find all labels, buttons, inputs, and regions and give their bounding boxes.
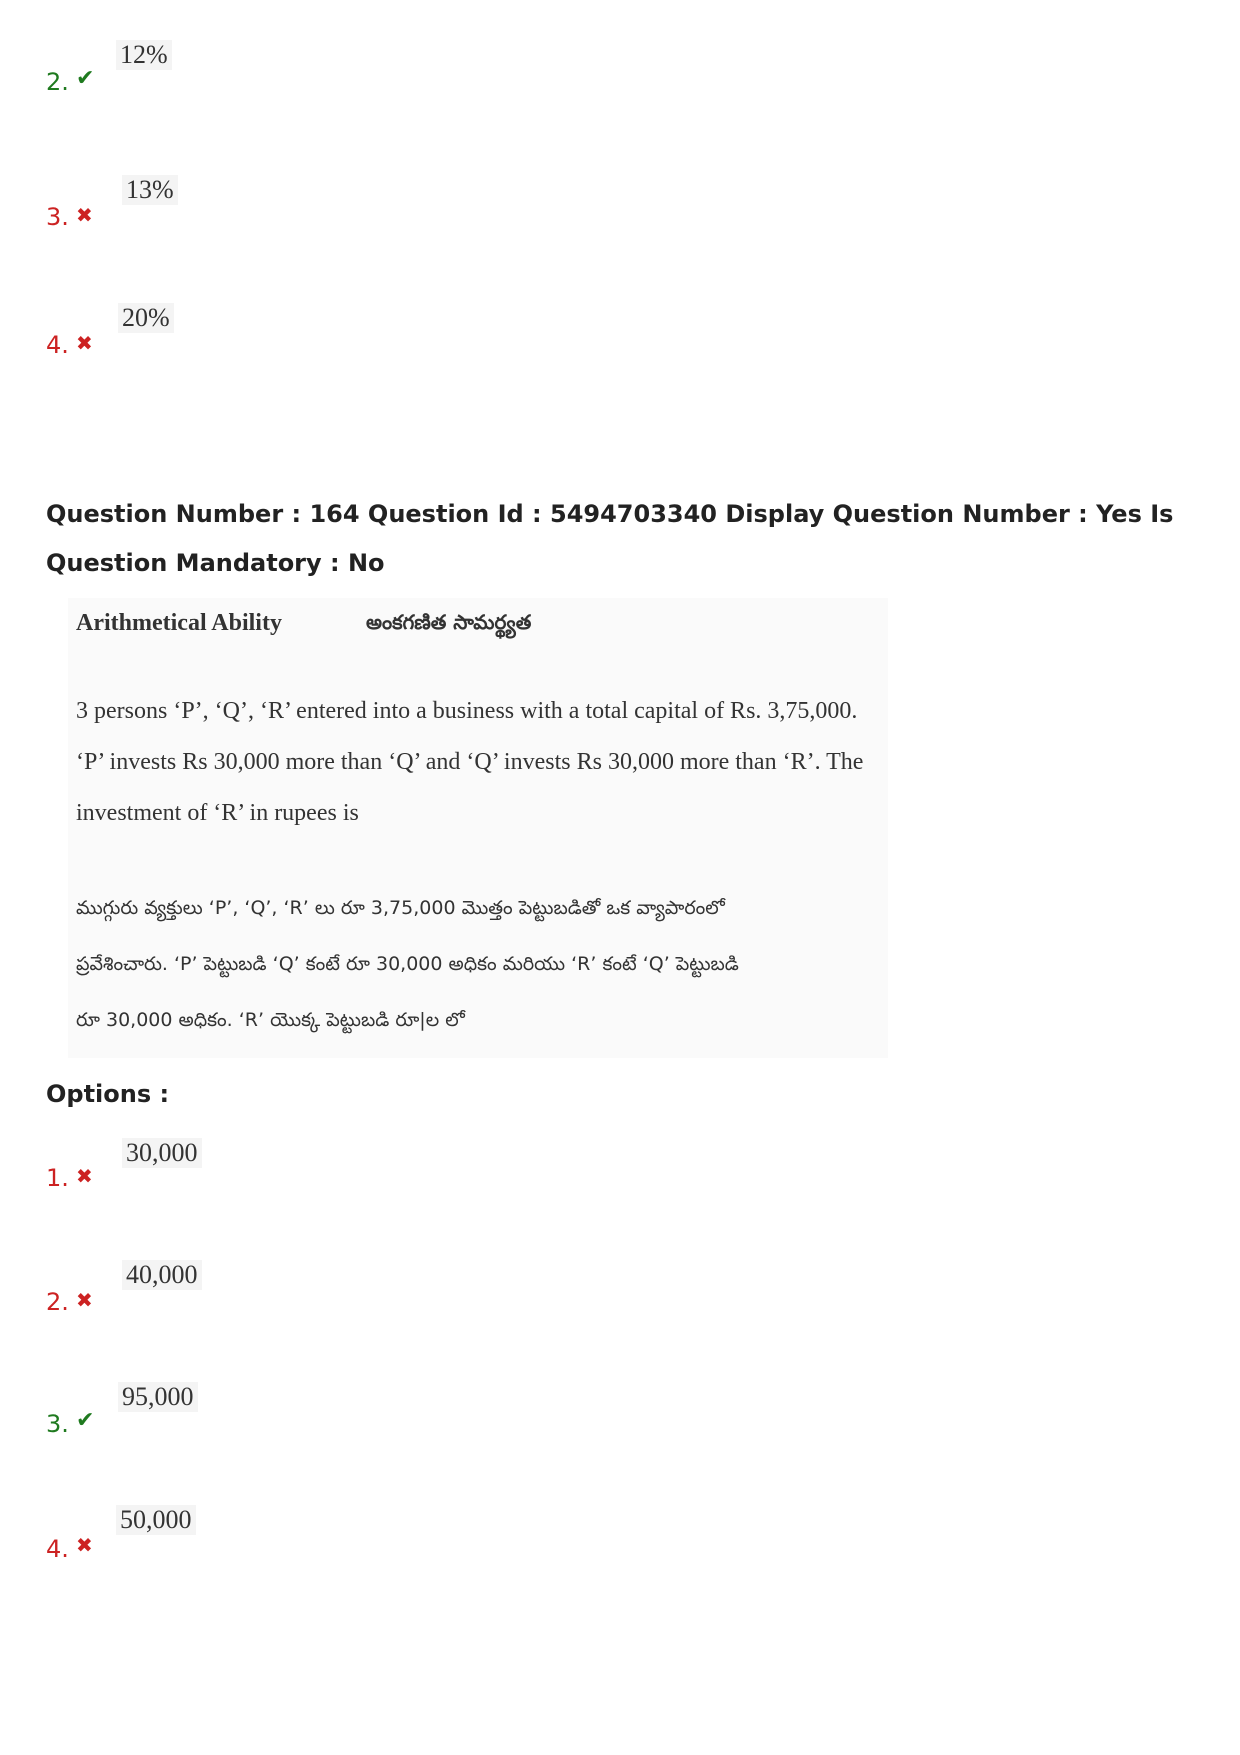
- check-mark-icon: ✔: [76, 66, 95, 91]
- subject-english: Arithmetical Ability: [76, 610, 282, 636]
- option-number: 3.: [46, 1410, 69, 1438]
- question-header: Question Number : 164 Question Id : 5494703340 Display Question Number : Yes Is Question Mandatory : No: [46, 500, 1174, 577]
- option-2: [46, 1260, 346, 1330]
- option-value: 95,000: [118, 1382, 198, 1412]
- option-4: [46, 1505, 346, 1575]
- option-number: 2.: [46, 68, 69, 96]
- prev-option-2: [46, 40, 346, 110]
- cross-mark-icon: ✖: [76, 1164, 93, 1188]
- check-mark-icon: ✔: [76, 1408, 95, 1433]
- cross-mark-icon: ✖: [76, 331, 93, 355]
- option-value: 12%: [116, 40, 172, 70]
- option-value: 20%: [118, 303, 174, 333]
- question-body: [68, 598, 888, 1058]
- subject-row: [68, 598, 888, 658]
- question-line: investment of ‘R’ in rupees is: [76, 800, 359, 826]
- option-value: 30,000: [122, 1138, 202, 1168]
- question-text-english: [76, 686, 886, 839]
- cross-mark-icon: ✖: [76, 1533, 93, 1557]
- options-label: Options :: [46, 1080, 170, 1108]
- option-number: 2.: [46, 1288, 69, 1316]
- cross-mark-icon: ✖: [76, 1288, 93, 1312]
- question-line: ప్రవేశించారు. ‘P’ పెట్టుబడి ‘Q’ కంటే రూ 30,000 అధికం మరియు ‘R’ కంటే ‘Q’ పెట్టుబడి: [76, 953, 739, 975]
- option-value: 40,000: [122, 1260, 202, 1290]
- option-number: 1.: [46, 1164, 69, 1192]
- option-number: 3.: [46, 203, 69, 231]
- option-3: [46, 1382, 346, 1452]
- question-line: రూ 30,000 అధికం. ‘R’ యొక్క పెట్టుబడి రూ|ల లో: [76, 1009, 465, 1031]
- question-line: 3 persons ‘P’, ‘Q’, ‘R’ entered into a business with a total capital of Rs. 3,75,000.: [76, 698, 858, 724]
- option-value: 13%: [122, 175, 178, 205]
- cross-mark-icon: ✖: [76, 203, 93, 227]
- option-number: 4.: [46, 331, 69, 359]
- option-1: [46, 1138, 346, 1208]
- prev-option-3: [46, 175, 346, 245]
- question-line: ‘P’ invests Rs 30,000 more than ‘Q’ and ‘Q’ invests Rs 30,000 more than ‘R’. The: [76, 749, 864, 775]
- option-number: 4.: [46, 1535, 69, 1563]
- subject-telugu: అంకగణిత సామర్థ్యత: [366, 610, 532, 634]
- prev-option-4: [46, 303, 346, 373]
- question-text-telugu: [76, 880, 886, 1048]
- option-value: 50,000: [116, 1505, 196, 1535]
- question-line: ముగ్గురు వ్యక్తులు ‘P’, ‘Q’, ‘R’ లు రూ 3,75,000 మొత్తం పెట్టుబడితో ఒక వ్యాపారంలో: [76, 897, 725, 919]
